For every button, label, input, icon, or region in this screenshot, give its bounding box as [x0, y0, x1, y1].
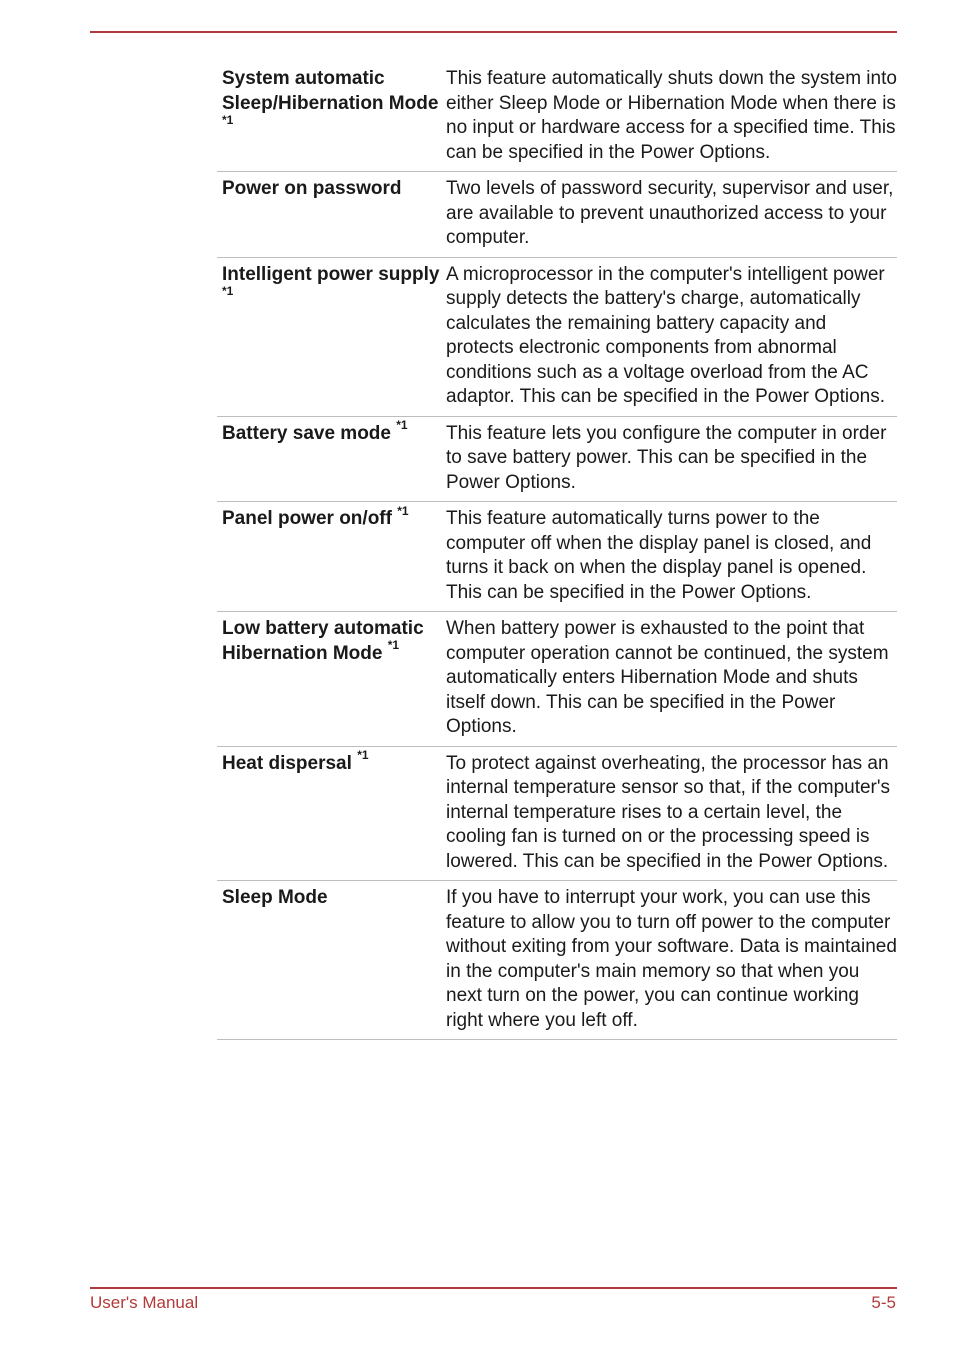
table-row — [217, 417, 897, 503]
feature-term — [217, 886, 441, 1033]
table-row — [217, 747, 897, 882]
feature-term — [217, 503, 441, 605]
footnote-mark: *1 — [397, 503, 409, 518]
feature-term-text: Intelligent power supply — [222, 263, 440, 285]
table-row — [217, 172, 897, 258]
footnote-mark: *1 — [396, 418, 408, 433]
feature-description: Two levels of password security, supervisor and user, are available to prevent unauthorized access to your computer. — [446, 178, 894, 248]
feature-term — [217, 177, 441, 251]
footnote-mark: *1 — [357, 748, 369, 763]
feature-term — [217, 418, 441, 496]
feature-description: This feature automatically turns power to the computer off when the display panel is closed, and turns it back on when the display panel is opened. This can be specified in the Power Options. — [446, 508, 872, 603]
table-row — [217, 612, 897, 747]
feature-description: To protect against overheating, the processor has an internal temperature sensor so that, if the computer's internal temperature rises to a certain level, the cooling fan is turned on or the processing speed is lowered. This can be specified in the Power Options. — [446, 752, 891, 872]
feature-term — [217, 748, 441, 875]
feature-term-text: Heat dispersal — [222, 752, 352, 774]
table-row — [217, 258, 897, 417]
feature-description: When battery power is exhausted to the point that computer operation cannot be continued, the system automatically enters Hibernation Mode and shuts itself down. This can be specified in the Power Options. — [446, 618, 889, 737]
table-row — [217, 502, 897, 612]
footer-rule — [90, 1287, 897, 1289]
feature-term-text: System automatic Sleep/Hibernation Mode — [222, 68, 439, 114]
feature-term — [217, 67, 441, 165]
table-row — [217, 881, 897, 1040]
footnote-mark: *1 — [222, 283, 234, 298]
feature-term-text: Sleep Mode — [222, 887, 328, 908]
feature-term — [217, 263, 441, 410]
header-rule — [90, 31, 897, 33]
footer-manual-title: User's Manual — [90, 1293, 199, 1312]
feature-term-text: Panel power on/off — [222, 508, 392, 529]
footnote-mark: *1 — [387, 638, 400, 653]
feature-term — [217, 617, 441, 740]
footer-page-number: 5-5 — [871, 1293, 896, 1312]
feature-description: This feature lets you configure the computer in order to save battery power. This can be specified in the Power Options. — [446, 422, 887, 493]
feature-term-text: Battery save mode — [222, 422, 391, 444]
feature-description: This feature automatically shuts down the system into either Sleep Mode or Hibernation Mode when there is no input or hardware access for a specified time. This can be specified in the Power Options. — [446, 68, 897, 163]
table-row — [217, 62, 897, 172]
feature-term-text: Power on password — [222, 178, 402, 199]
feature-description: If you have to interrupt your work, you can use this feature to allow you to turn off power to the computer without exiting from your software. Data is maintained in the computer's main memory so that when you next turn on the power, you can continue working right where you left off. — [446, 887, 897, 1031]
feature-table — [217, 62, 897, 1040]
feature-term-text: Low battery automatic Hibernation Mode — [222, 618, 424, 664]
footnote-mark: *1 — [222, 112, 234, 127]
feature-description: A microprocessor in the computer's intelligent power supply detects the battery's charge, automatically calculates the remaining battery capacity and protects electronic components from abnormal conditions such as a voltage overload from the AC adaptor. This can be specified in the Power Options. — [446, 263, 886, 407]
